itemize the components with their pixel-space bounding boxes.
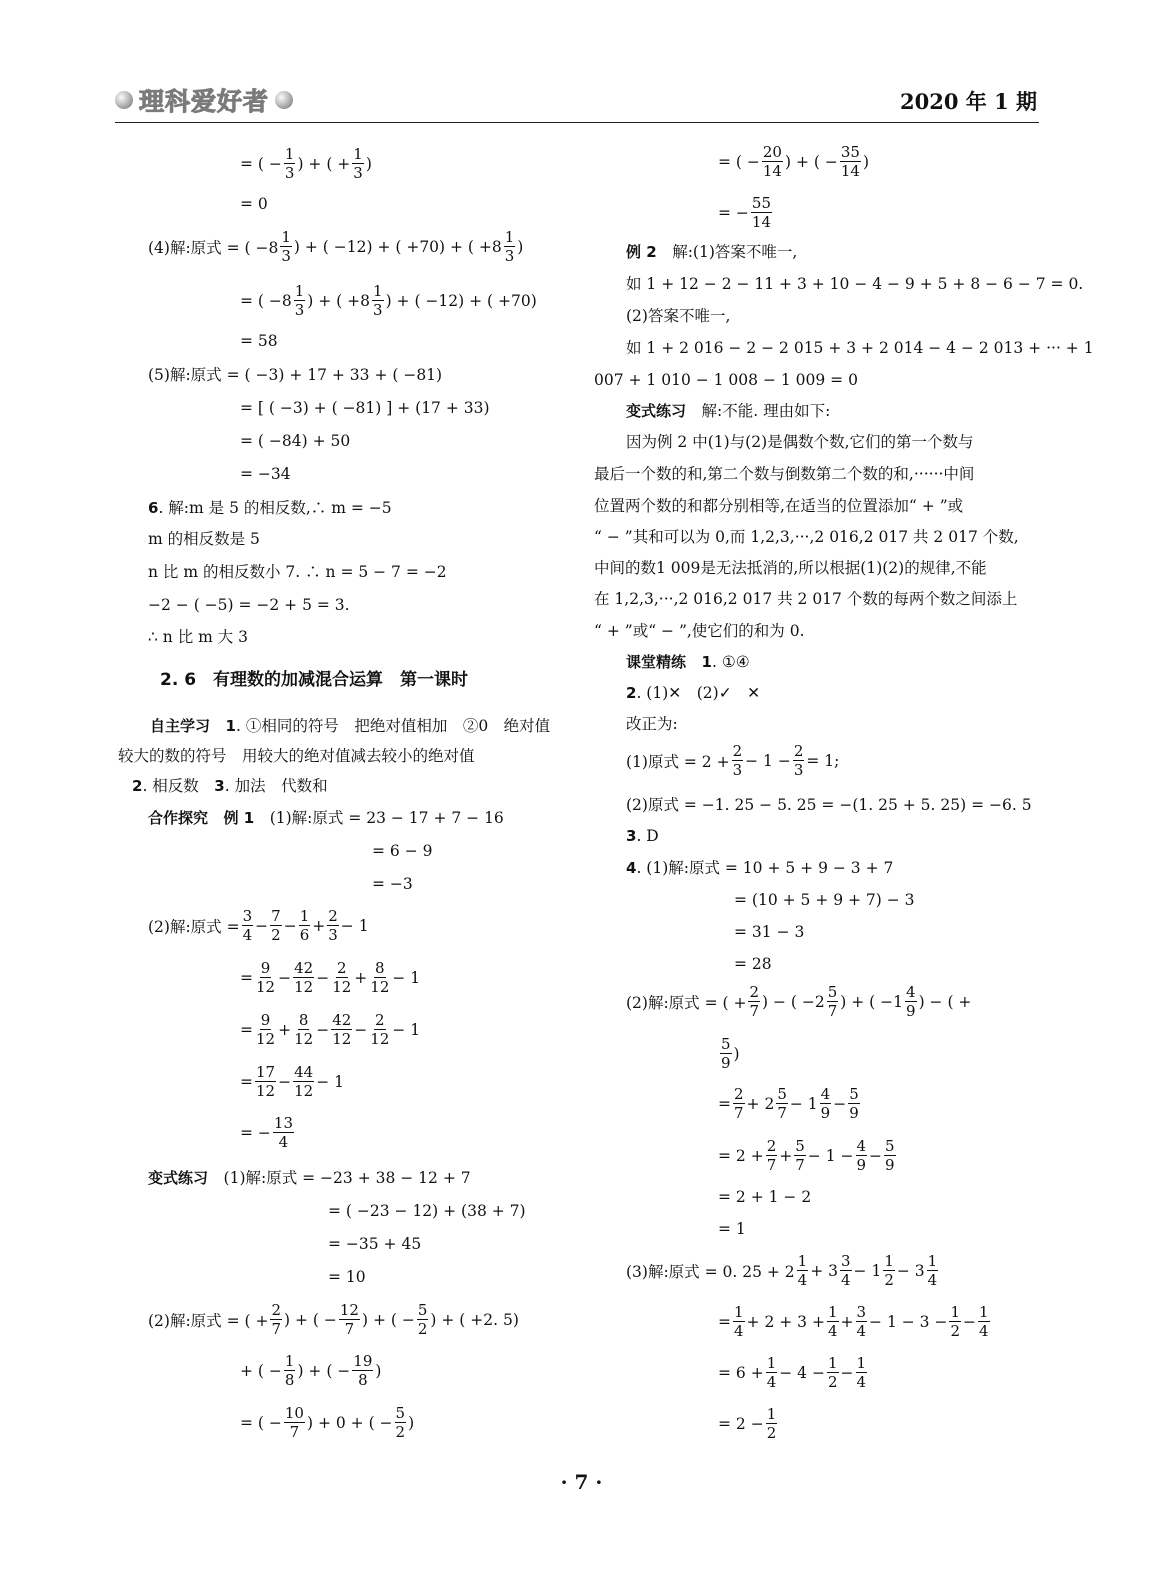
math-line: = 2 + $\frac{2}{7}$ + $\frac{5}{7}$ − 1 − $\frac{4}{9}$ − $\frac{5}{9}$ <box>718 1137 895 1174</box>
issue-label: 2020 年 1 期 <box>900 89 1037 114</box>
text-line: n 比 m 的相反数小 7. ∴ n = 5 − 7 = −2 <box>148 563 447 581</box>
section-title: 2. 6 有理数的加减混合运算 第一课时 <box>160 670 469 690</box>
math-line: (1)原式 = 2 + $\frac{2}{3}$ − 1 − $\frac{2}{3}$ = 1; <box>626 742 840 779</box>
self-study-paragraph: 自主学习 1. ①相同的符号 把绝对值相加 ②0 绝对值较大的数的符号 用较大的绝对值减去较小的绝对值 <box>118 717 551 765</box>
math-line: = 1 <box>718 1220 746 1238</box>
math-line: 如 1 + 12 − 2 − 11 + 3 + 10 − 4 − 9 + 5 + 8 − 6 − 7 = 0. <box>626 275 1084 293</box>
text-line: “ − ”其和可以为 0,而 1,2,3,···,2 016,2 017 共 2 017 个数, <box>594 528 1019 546</box>
math-line: = ( − $\frac{10}{7}$ ) + 0 + ( − $\frac{5}{2}$ ) <box>240 1404 415 1441</box>
math-line: = ( −23 − 12) + (38 + 7) <box>328 1202 526 1220</box>
math-line: (4)解:原式 = ( −8 1 3 ) + ( −12) + ( +70) + ( +8 1 3 ) <box>148 228 524 265</box>
text-line: 变式练习 (1)解:原式 = −23 + 38 − 12 + 7 <box>148 1169 471 1187</box>
logo-text: 理科爱好者 <box>139 87 270 116</box>
math-line: = 31 − 3 <box>734 923 805 941</box>
logo-ball-right-icon <box>275 91 293 109</box>
math-line: = −3 <box>372 875 413 893</box>
page-header <box>115 78 1039 123</box>
math-line: = − $\frac{13}{4}$ <box>240 1114 293 1151</box>
text-line: 例 2 解:(1)答案不唯一, <box>626 243 798 261</box>
math-line: 5 9 ) <box>721 1035 740 1072</box>
math-line: (5)解:原式 = ( −3) + 17 + 33 + ( −81) <box>148 366 443 384</box>
math-line: = [ ( −3) + ( −81) ] + (17 + 33) <box>240 399 490 417</box>
math-line: = 0 <box>240 195 268 213</box>
text-line: 6. 解:m 是 5 的相反数,∴ m = −5 <box>148 499 392 517</box>
text-line: 3. D <box>626 827 659 845</box>
page-number: · 7 · <box>560 1470 603 1494</box>
math-line: 4. (1)解:原式 = 10 + 5 + 9 − 3 + 7 <box>626 859 894 877</box>
text-line: 改正为: <box>626 715 678 733</box>
math-line: = −34 <box>240 465 291 483</box>
math-line: 如 1 + 2 016 − 2 − 2 015 + 3 + 2 014 − 4 − 2 013 + ··· + 1 <box>626 339 1094 357</box>
magazine-logo <box>115 84 293 116</box>
text-line: 最后一个数的和,第二个数与倒数第二个数的和,······中间 <box>594 465 975 483</box>
math-line: = 2 + 1 − 2 <box>718 1188 812 1206</box>
text-line: 2. (1)✕ (2)✓ ✕ <box>626 684 761 702</box>
text-line: 位置两个数的和都分别相等,在适当的位置添加“ + ”或 <box>594 497 964 515</box>
math-line: = (10 + 5 + 9 + 7) − 3 <box>734 891 915 909</box>
math-line: = ( − $\frac{20}{14}$ ) + ( − $\frac{35}{14}$ ) <box>718 143 869 180</box>
text-line: ∴ n 比 m 大 3 <box>148 628 249 646</box>
text-line: 中间的数1 009是无法抵消的,所以根据(1)(2)的规律,不能 <box>594 559 987 577</box>
math-line: 007 + 1 010 − 1 008 − 1 009 = 0 <box>594 371 858 389</box>
text-line: 2. 相反数 3. 加法 代数和 <box>132 777 328 795</box>
math-line: = ( − $\frac{1}{3}$ ) + ( + $\frac{1}{3}$ ) <box>240 145 372 182</box>
math-line: = − $\frac{55}{14}$ <box>718 194 771 231</box>
math-line: (2)原式 = −1. 25 − 5. 25 = −(1. 25 + 5. 25) = −6. 5 <box>626 796 1032 814</box>
math-line: + ( − $\frac{1}{8}$ ) + ( − $\frac{19}{8}$ ) <box>240 1352 382 1389</box>
text-line: −2 − ( −5) = −2 + 5 = 3. <box>148 596 350 614</box>
math-line: = 28 <box>734 955 772 973</box>
math-line: = ( −84) + 50 <box>240 432 351 450</box>
math-line: = 10 <box>328 1268 366 1286</box>
text-line: m 的相反数是 5 <box>148 530 260 548</box>
math-line: (3)解:原式 = 0. 25 + 2 1 4 + 3 3 4 − 1 1 2 − 3 1 4 <box>626 1252 938 1289</box>
text-line: 因为例 2 中(1)与(2)是偶数个数,它们的第一个数与 <box>626 433 974 451</box>
math-line: = $\frac{9}{12}$ + $\frac{8}{12}$ − $\frac{42}{12}$ − $\frac{2}{12}$ − 1 <box>240 1011 421 1048</box>
text-line: 课堂精练 1. ①④ <box>626 653 750 671</box>
math-line: = 6 − 9 <box>372 842 433 860</box>
math-line: = $\frac{17}{12}$ − $\frac{44}{12}$ − 1 <box>240 1063 344 1100</box>
math-line: = $\frac{9}{12}$ − $\frac{42}{12}$ − $\frac{2}{12}$ + $\frac{8}{12}$ − 1 <box>240 959 421 996</box>
math-line: (2)解:原式 = $\frac{3}{4}$ − $\frac{7}{2}$ − $\frac{1}{6}$ + $\frac{2}{3}$ − 1 <box>148 907 369 944</box>
math-line: = −35 + 45 <box>328 1235 422 1253</box>
math-line: = 58 <box>240 332 278 350</box>
math-line: = 2 − $\frac{1}{2}$ <box>718 1405 777 1442</box>
text-line: 合作探究 例 1 (1)解:原式 = 23 − 17 + 7 − 16 <box>148 809 504 827</box>
text-line: “ + ”或“ − ”,使它们的和为 0. <box>594 622 805 640</box>
logo-ball-left-icon <box>115 91 133 109</box>
math-line: (2)解:原式 = ( + $\frac{2}{7}$ ) + ( − $\frac{12}{7}$ ) + ( − $\frac{5}{2}$ ) + ( +2. 5) <box>148 1301 519 1338</box>
text-line: 在 1,2,3,···,2 016,2 017 共 2 017 个数的每两个数之间添上 <box>594 590 1018 608</box>
text-line: 变式练习 解:不能. 理由如下: <box>626 402 831 420</box>
math-line: = 6 + $\frac{1}{4}$ − 4 − $\frac{1}{2}$ − $\frac{1}{4}$ <box>718 1354 867 1391</box>
math-line: = ( −8 1 3 ) + ( +8 1 3 ) + ( −12) + ( +70) <box>240 282 537 319</box>
math-line: = $\frac{2}{7}$ + 2 5 7 − 1 4 9 − $\frac{5}{9}$ <box>718 1085 859 1122</box>
math-line: = $\frac{1}{4}$ + 2 + 3 + $\frac{1}{4}$ + $\frac{3}{4}$ − 1 − 3 − $\frac{1}{2}$ − $\frac{1}{4}$ <box>718 1303 989 1340</box>
text-line: (2)答案不唯一, <box>626 307 731 325</box>
math-line: (2)解:原式 = ( + $\frac{2}{7}$ ) − ( −2 5 7 ) + ( −1 4 9 ) − ( + <box>626 983 972 1020</box>
